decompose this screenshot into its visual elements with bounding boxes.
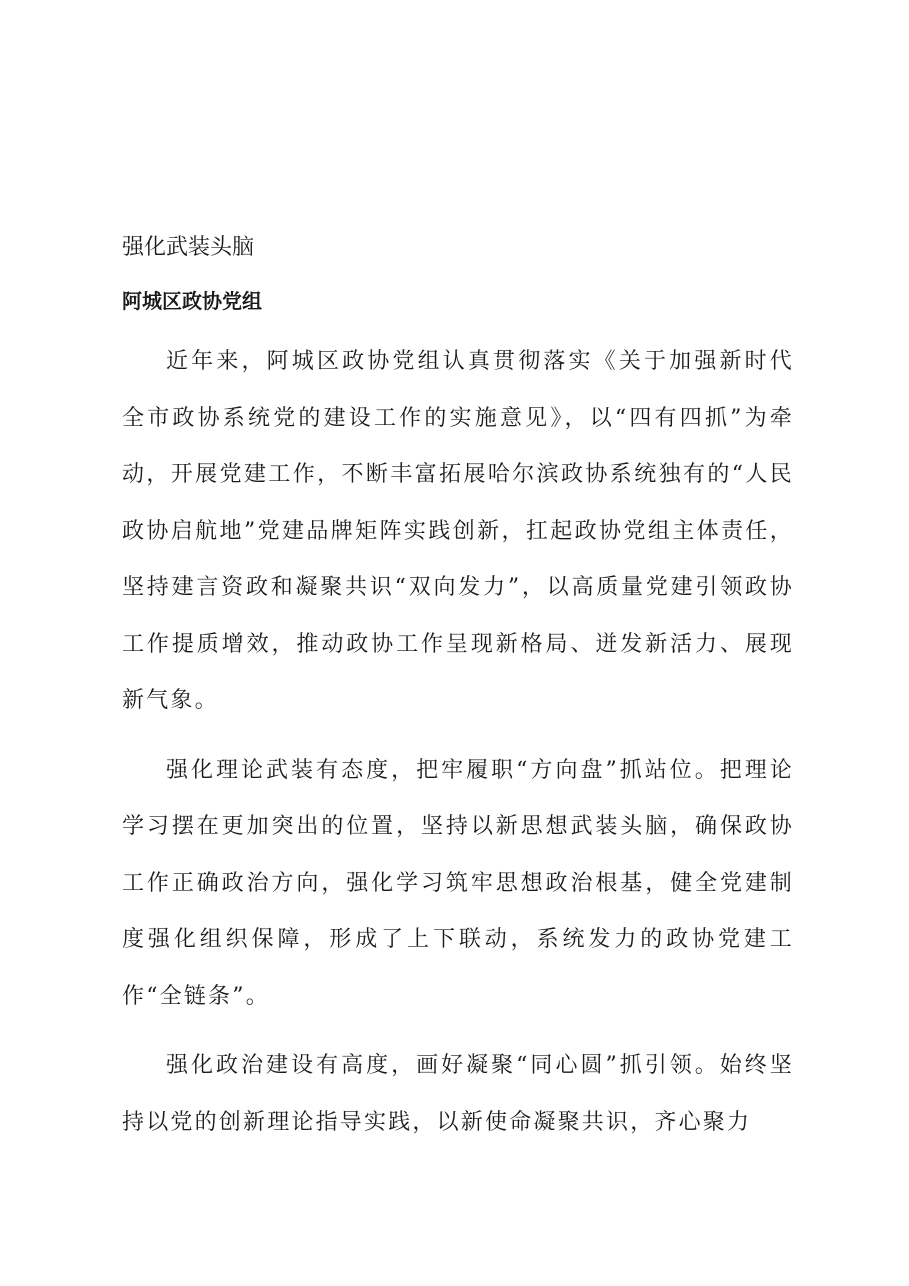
paragraph-intro: 近年来，阿城区政协党组认真贯彻落实《关于加强新时代全市政协系统党的建设工作的实施意见》，以“四有四抓”为牵动，开展党建工作，不断丰富拓展哈尔滨政协系统独有的“人民政协启航地”党建品牌矩阵实践创新，扛起政协党组主体责任，坚持建言资政和凝聚共识“双向发力”，以高质量党建引领政协工作提质增效，推动政协工作呈现新格局、迸发新活力、展现新气象。	[122, 349, 794, 713]
paragraph-politics: 强化政治建设有高度，画好凝聚“同心圆”抓引领。始终坚持以党的创新理论指导实践，以新使命凝聚共识，齐心聚力	[122, 1053, 794, 1135]
article-title: 强化武装头脑	[122, 235, 255, 260]
paragraph-theory: 强化理论武装有态度，把牢履职“方向盘”抓站位。把理论学习摆在更加突出的位置，坚持以新思想武装头脑，确保政协工作正确政治方向，强化学习筑牢思想政治根基，健全党建制度强化组织保障，形成了上下联动，系统发力的政协党建工作“全链条”。	[122, 757, 794, 1009]
document-body	[122, 230, 794, 1151]
author-line: 阿城区政协党组	[122, 289, 262, 313]
